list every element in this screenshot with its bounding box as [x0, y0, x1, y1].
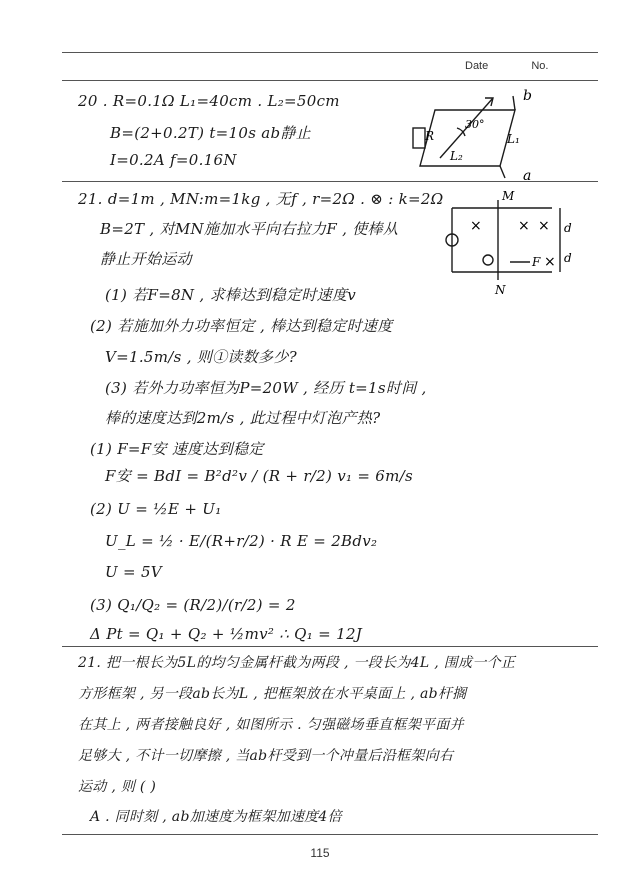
note-line-8: (2) 若施加外力功率恒定 , 棒达到稳定时速度: [90, 317, 393, 335]
field-cross: ×: [518, 218, 530, 234]
note-line-7: (1) 若F=8N , 求棒达到稳定时速度v: [105, 286, 357, 304]
field-cross: ×: [538, 218, 550, 234]
lamp-icon: [483, 255, 493, 265]
label-d1: d: [564, 221, 572, 235]
label-f: F: [532, 255, 541, 269]
note-line-18: Δ Pt = Q₁ + Q₂ + ½mv² ∴ Q₁ = 12J: [90, 625, 363, 643]
label-angle: 30°: [465, 118, 485, 131]
note-line-9: V=1.5m/s , 则①读数多少?: [105, 348, 297, 366]
note-line-2: B=(2+0.2T) t=10s ab静止: [110, 124, 312, 142]
note-line-10: (3) 若外力功率恒为P=20W , 经历 t=1s时间 ,: [105, 379, 427, 397]
label-d2: d: [564, 251, 572, 265]
note-line-14: (2) U = ½E + U₁: [90, 500, 222, 518]
rail-diagram-2: [440, 190, 580, 300]
note-line-17: (3) Q₁/Q₂ = (R/2)/(r/2) = 2: [90, 596, 296, 614]
note-line-13: F安 = BdI = B²d²v / (R + r/2) v₁ = 6m/s: [105, 467, 414, 485]
ruled-line: [62, 646, 598, 647]
note-line-5: B=2T , 对MN施加水平向右拉力F , 使棒从: [100, 220, 399, 238]
date-label: Date: [465, 60, 489, 72]
ruled-line: [62, 834, 598, 835]
note-line-6: 静止开始运动: [100, 250, 192, 268]
rail-a-end: [500, 166, 505, 178]
note-line-15: U_L = ½ · E/(R+r/2) · R E = 2Bdv₂: [105, 532, 378, 550]
ruled-line: [62, 52, 598, 53]
note-line-1: 20 . R=0.1Ω L₁=40cm . L₂=50cm: [78, 92, 340, 110]
label-b: b: [523, 88, 532, 104]
label-n: N: [495, 283, 506, 297]
field-cross: ×: [544, 254, 556, 270]
page-number: 115: [310, 846, 330, 860]
page-header: [465, 60, 548, 72]
label-a: a: [523, 168, 532, 184]
note-line-20: 方形框架 , 另一段ab长为L , 把框架放在水平桌面上 , ab杆搁: [78, 686, 467, 702]
field-cross: ×: [470, 218, 482, 234]
note-line-3: I=0.2A f=0.16N: [110, 151, 237, 169]
note-line-24: A . 同时刻 , ab加速度为框架加速度4倍: [90, 809, 342, 825]
note-line-21: 在其上 , 两者接触良好 , 如图所示 . 匀强磁场垂直框架平面并: [78, 717, 464, 733]
note-line-23: 运动 , 则 ( ): [78, 779, 157, 795]
number-label: No.: [531, 60, 549, 72]
note-line-19: 21. 把一根长为5L的均匀金属杆截为两段 , 一段长为4L , 围成一个正: [78, 655, 516, 671]
note-line-12: (1) F=F安 速度达到稳定: [90, 440, 264, 458]
note-line-22: 足够大 , 不计一切摩擦 , 当ab杆受到一个冲量后沿框架向右: [78, 748, 454, 764]
note-line-16: U = 5V: [105, 563, 162, 581]
resistor-icon: [413, 128, 425, 148]
label-r: R: [425, 129, 435, 143]
ruled-line: [62, 80, 598, 81]
note-line-11: 棒的速度达到2m/s , 此过程中灯泡产热?: [105, 409, 381, 427]
rail-diagram-1: [405, 88, 555, 188]
label-m: M: [502, 190, 515, 203]
rail-b-end: [513, 96, 515, 110]
label-l2: L₂: [450, 149, 463, 163]
label-l1: L₁: [507, 132, 520, 146]
note-line-4: 21. d=1m , MN:m=1kg , 无f , r=2Ω . ⊗ : k=2Ω: [78, 190, 444, 208]
